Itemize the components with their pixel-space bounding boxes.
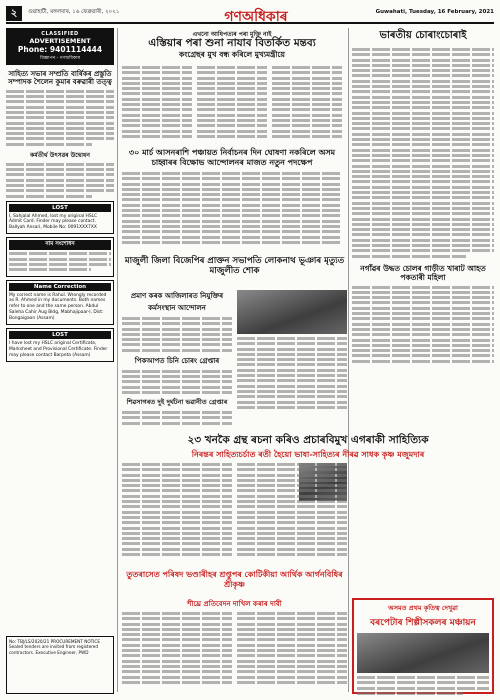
lead-headline bbox=[122, 37, 342, 60]
mid-headline-2: পিকআপত চিনি চোৰং গ্ৰেপ্তাৰ bbox=[134, 355, 220, 365]
lost-certificate-notice bbox=[6, 328, 114, 362]
lost-certificate-text: I have lost my HSLC original Certificate, Marksheet and Provisional Certificate. Finder may please contact Barpeta (Assam) bbox=[9, 341, 108, 359]
name-notice-title: নাম সংশোধন bbox=[9, 240, 111, 250]
news-photo bbox=[237, 290, 347, 334]
feature-headline: ২৩ খনকৈ গ্ৰন্থ ৰচনা কৰিও প্ৰচাৰবিমুখ এগৰাকী সাহিত্যিক bbox=[187, 434, 429, 446]
column-rule bbox=[117, 28, 118, 692]
story2-body bbox=[122, 172, 342, 250]
date-right: Guwahati, Tuesday, 16 February, 2021 bbox=[375, 9, 494, 15]
right-headline-3a: অসমত প্ৰথম কৃতিত্ব দেখুৱা bbox=[388, 604, 458, 612]
classified-title: ADVERTISEMENT bbox=[29, 37, 91, 45]
left-column bbox=[6, 28, 114, 362]
lost-notice-title: LOST bbox=[9, 204, 111, 212]
left-story-headline: সাহিত্য সভাৰ সম্প্ৰতি বাৰ্ষিকৰ প্ৰস্তুতি সম্পাদক শৈলেন কুমাৰ বৰুৱাৰী তত্ত্ব bbox=[8, 69, 112, 87]
lead-subhead: কংগ্ৰেছৰ মুখ বন্ধ কৰিলে মুখ্যমন্ত্ৰীয়ে bbox=[179, 50, 285, 60]
name-correction-title: Name Correction bbox=[9, 283, 111, 291]
story2-headline: ৩০ মাৰ্চ আসনৰাশি পঞ্চায়ত নিৰ্বাচনৰ দিন ঘোষণা নকৰিলে অসম চাহ্বাৰৰ বিক্ষোভ আন্দোলনৰ মাজত নতুন পদক্ষেপ bbox=[128, 147, 336, 167]
left-story2-headline: কৰ্মতীৰ্থ উৎসৱৰ উদ্বোধন bbox=[30, 151, 90, 159]
feature-body bbox=[122, 463, 347, 563]
event-photo bbox=[357, 633, 489, 673]
mid-headline-1: প্ৰমাণ কৰক আজিলাৰত নিযুক্তিৰ কৰ্মসংস্থান আন্দোলন bbox=[130, 291, 224, 312]
date-left: গুৱাহাটী, মঙ্গলবাৰ, ১৬ ফেব্ৰুৱাৰী, ২০২১ bbox=[28, 9, 120, 15]
lead-kicker: এখনো আধিপত্যৰ পৰা মুক্তি নাই bbox=[192, 31, 272, 38]
bottom-body bbox=[122, 612, 347, 692]
right-column bbox=[352, 28, 494, 365]
name-correction-text: My correct name is Rahul. Wrongly recorded as R. Ahmed in my documents. Both names refer to one and the same person. Abdul Saleha Cahir Aug Bldg, Mabhajipaar-I, Dist: Bongaigaon (Assam) bbox=[9, 292, 107, 322]
tender-notice bbox=[6, 636, 114, 694]
lost-certificate-title: LOST bbox=[9, 331, 111, 339]
lead-headline-text: এস্তিয়াৰ পৰা শুনা নাযাব বিতৰ্কিত মন্তব্য bbox=[148, 37, 316, 49]
name-notice bbox=[6, 237, 114, 276]
feature-subhead: নিৰন্তৰ সাহিত্যচৰ্চাত ৰতী হৈয়ো ভাষা-সাহিত্যৰ নীৰৱ সাধক কৃষ্ণ মজুমদাৰ bbox=[191, 449, 425, 459]
right-headline-3b: বৰপেটাৰ শিল্পীসকলৰ মঞ্চায়ন bbox=[370, 618, 476, 628]
classified-box bbox=[6, 28, 114, 65]
bottom-right-story bbox=[352, 598, 494, 694]
column-rule bbox=[348, 28, 349, 692]
classified-phone: Phone: 9401114444 bbox=[17, 45, 103, 54]
classified-label: CLASSIFIED bbox=[41, 31, 79, 37]
lost-notice bbox=[6, 201, 114, 235]
lead-body bbox=[122, 66, 342, 142]
right-headline-1: ভাৰতীয় চোৰাংচোৰাই bbox=[379, 30, 467, 41]
masthead: গণঅধিকাৰ bbox=[224, 9, 288, 25]
story3-body bbox=[122, 282, 347, 420]
lost-notice-text: I, Sahjalal Ahmed, lost my original HSLC Admit Card. Finder may please contact. Ballyah Ansari, Mobile No: 0091XXX7XX bbox=[9, 213, 98, 231]
name-correction-notice bbox=[6, 280, 114, 326]
page-number: ২ bbox=[6, 6, 22, 21]
right-headline-2: নগাঁৱৰ উদ্ধত চোলৰ গাড়ীত খাৰাট আহত পকতাৰী মহিলা bbox=[360, 263, 486, 282]
mid-headline-3: শিৱসাগৰত দুই দুৰ্ঘটনা ভৱানীত গ্ৰেপ্তাৰ bbox=[126, 397, 228, 406]
classified-note: বিজ্ঞাপন - গণঅধিকাৰ bbox=[40, 56, 80, 61]
bottom-subhead: শীঘ্ৰে প্ৰতিবেদন দাখিল কৰাৰ দাবী bbox=[187, 599, 282, 608]
bottom-headline: তুতৰাসেত পৰিষদ ভণ্ডাৰীহৰ শ্ৰপ্তুপৰ কোটিকীয়া আৰ্থিক আৰ্গনবিধিৰ শ্ৰীকৃষ্ণ bbox=[126, 569, 343, 589]
tender-notice-text: No: TBJ/LS/2020/21 PROCUREMENT NOTICE Sealed tenders are invited from registered contractors. Executive Engineer, PWD bbox=[9, 639, 100, 655]
story3-headline: মাজুলী জিলা বিজেপিৰ প্ৰাক্তন সভাপতি লোকনাথ ভূঞাৰ মৃত্যুত মাজুলীত শোক bbox=[124, 256, 345, 277]
page-header bbox=[6, 4, 494, 24]
